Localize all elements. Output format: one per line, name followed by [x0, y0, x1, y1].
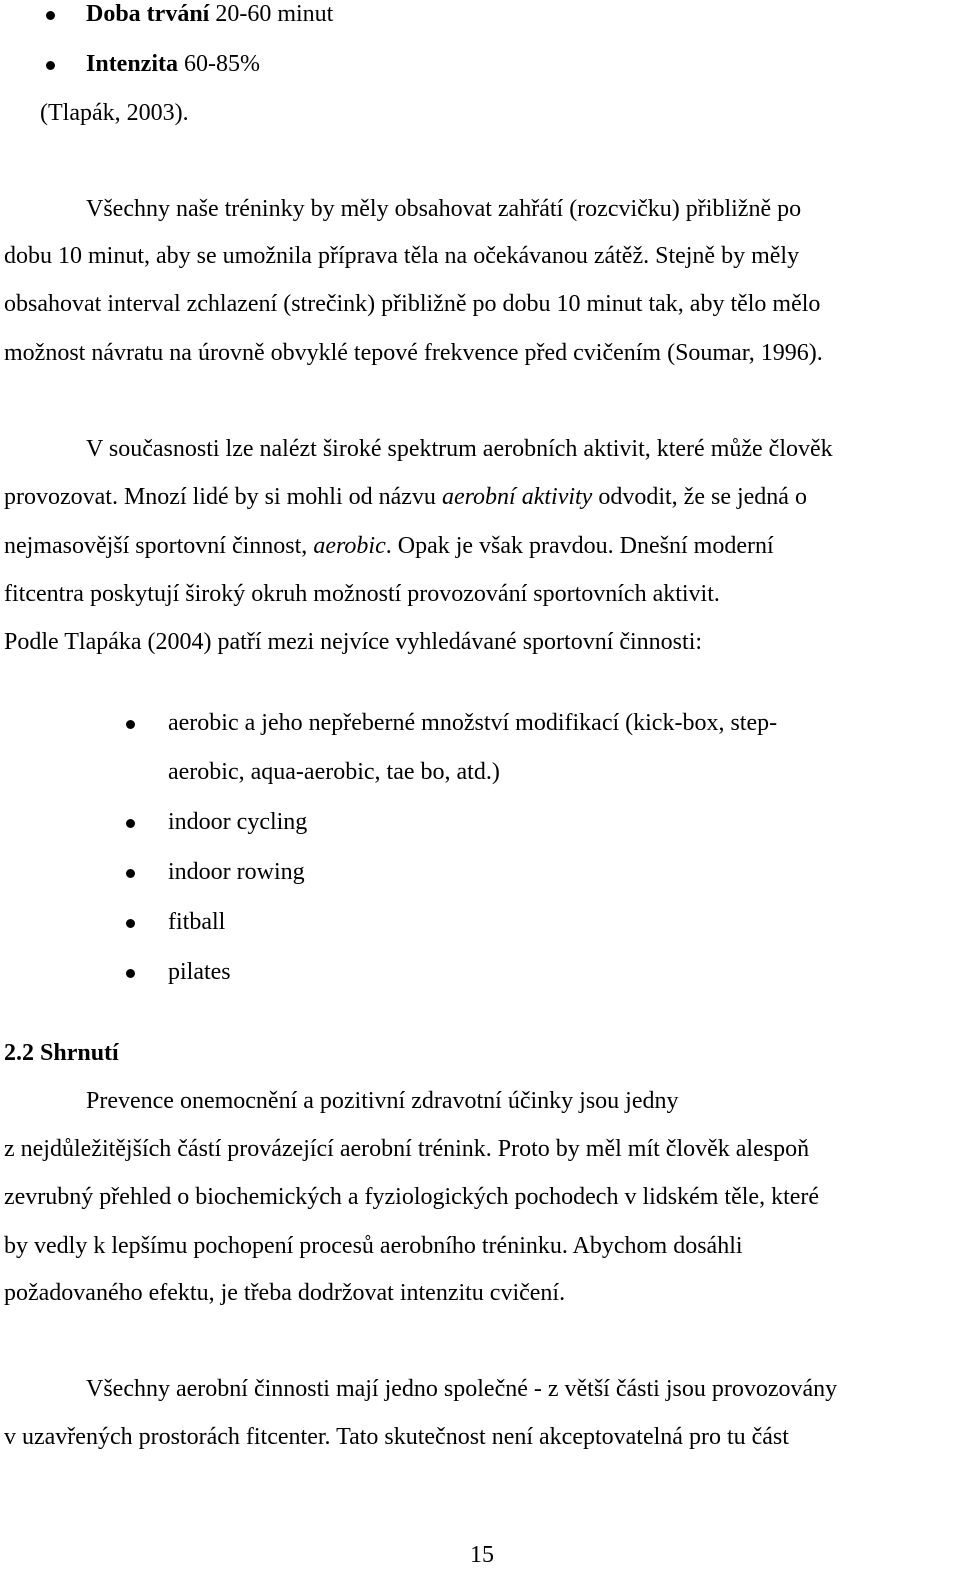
- text-span: . Opak je však pravdou. Dnešní moderní: [385, 533, 774, 559]
- paragraph-line: z nejdůležitějších částí provázející aerobní trénink. Proto by měl mít člověk alespoň: [4, 1136, 810, 1162]
- list-item: [86, 50, 260, 78]
- bullet-dot: [46, 61, 55, 70]
- list-item: aerobic a jeho nepřeberné množství modifikací (kick-box, step-: [168, 710, 778, 736]
- list-item: indoor rowing: [168, 859, 305, 885]
- list-item-label: Doba trvání: [86, 1, 210, 27]
- list-item-value: 20-60 minut: [209, 1, 334, 27]
- citation: (Tlapák, 2003).: [40, 100, 189, 126]
- paragraph-line: [4, 532, 774, 560]
- paragraph-line: Všechny naše tréninky by měly obsahovat zahřátí (rozcvičku) přibližně po: [86, 196, 802, 222]
- paragraph-line: Podle Tlapáka (2004) patří mezi nejvíce vyhledávané sportovní činnosti:: [4, 629, 703, 655]
- paragraph-line: [4, 483, 807, 511]
- list-item: fitball: [168, 909, 226, 935]
- paragraph-line: požadovaného efektu, je třeba dodržovat intenzitu cvičení.: [4, 1280, 566, 1306]
- paragraph-line: Všechny aerobní činnosti mají jedno společné - z větší části jsou provozovány: [86, 1376, 838, 1402]
- text-span: odvodit, že se jedná o: [592, 484, 807, 510]
- paragraph-line: Prevence onemocnění a pozitivní zdravotní účinky jsou jedny: [86, 1088, 679, 1114]
- list-item: pilates: [168, 959, 231, 985]
- list-item-label: Intenzita: [86, 51, 178, 77]
- bullet-dot: [126, 869, 135, 878]
- list-item: [86, 0, 333, 28]
- text-span: provozovat. Mnozí lidé by si mohli od názvu: [4, 484, 442, 510]
- list-item-value: 60-85%: [178, 51, 260, 77]
- paragraph-line: obsahovat interval zchlazení (strečink) přibližně po dobu 10 minut tak, aby tělo mělo: [4, 291, 821, 317]
- paragraph-line: možnost návratu na úrovně obvyklé tepové frekvence před cvičením (Soumar, 1996).: [4, 340, 823, 366]
- paragraph-line: fitcentra poskytují široký okruh možností provozování sportovních aktivit.: [4, 581, 720, 607]
- paragraph-line: zevrubný přehled o biochemických a fyziologických pochodech v lidském těle, které: [4, 1184, 820, 1210]
- bullet-dot: [126, 720, 135, 729]
- paragraph-line: V současnosti lze nalézt široké spektrum aerobních aktivit, které může člověk: [86, 436, 833, 462]
- italic-term: aerobic: [313, 533, 386, 559]
- bullet-dot: [126, 819, 135, 828]
- paragraph-line: v uzavřených prostorách fitcenter. Tato skutečnost není akceptovatelná pro tu část: [4, 1424, 789, 1450]
- section-heading: 2.2 Shrnutí: [4, 1040, 119, 1066]
- paragraph-line: dobu 10 minut, aby se umožnila příprava těla na očekávanou zátěž. Stejně by měly: [4, 243, 800, 269]
- paragraph-line: by vedly k lepšímu pochopení procesů aerobního tréninku. Abychom dosáhli: [4, 1233, 743, 1259]
- page-number: 15: [470, 1542, 494, 1568]
- italic-term: aerobní aktivity: [441, 484, 593, 510]
- bullet-dot: [46, 11, 55, 20]
- list-item: indoor cycling: [168, 809, 308, 835]
- bullet-dot: [126, 919, 135, 928]
- text-span: nejmasovější sportovní činnost,: [4, 533, 314, 559]
- bullet-dot: [126, 969, 135, 978]
- list-item-continuation: aerobic, aqua-aerobic, tae bo, atd.): [168, 759, 500, 785]
